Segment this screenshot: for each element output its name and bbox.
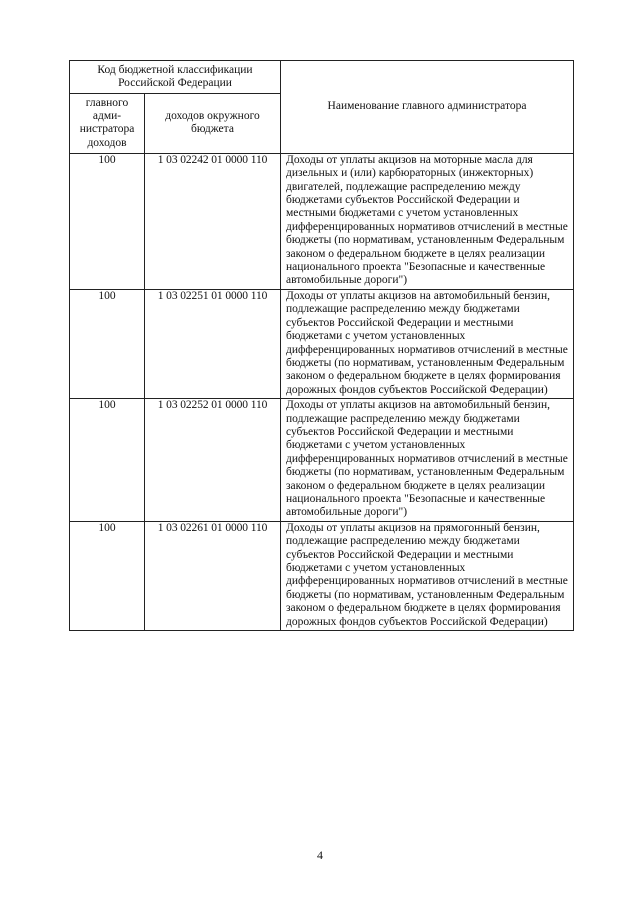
admin-code-cell: 100	[70, 289, 145, 398]
budget-code-cell: 1 03 02252 01 0000 110	[145, 399, 281, 522]
page-number: 4	[317, 848, 323, 862]
revenue-name-cell: Доходы от уплаты акцизов на автомобильный бензин, подлежащие распределению между бюджетами субъектов Российской Федерации и местными бюджетами с учетом установленных дифференцированных нормативов отчислений в местные бюджеты (по нормативам, установленным Федеральным законом о федеральном бюджете в целях формирования дорожных фондов субъектов Российской Федерации)	[281, 289, 574, 398]
revenue-name-cell: Доходы от уплаты акцизов на прямогонный бензин, подлежащие распределению между бюджетами субъектов Российской Федерации и местными бюджетами с учетом установленных дифференцированных нормативов отчислений в местные бюджеты (по нормативам, установленным Федеральным законом о федеральном бюджете в целях формирования дорожных фондов субъектов Российской Федерации)	[281, 521, 574, 630]
table-body	[70, 153, 574, 630]
admin-code-cell: 100	[70, 153, 145, 289]
header-district-budget-revenue: доходов окружного бюджета	[145, 93, 281, 153]
table-row	[70, 153, 574, 289]
admin-code-cell: 100	[70, 399, 145, 522]
budget-classification-table	[69, 60, 574, 631]
table-row	[70, 289, 574, 398]
header-administrator-name: Наименование главного администратора	[281, 61, 574, 154]
budget-code-cell: 1 03 02251 01 0000 110	[145, 289, 281, 398]
table-row	[70, 521, 574, 630]
budget-code-cell: 1 03 02242 01 0000 110	[145, 153, 281, 289]
header-classification-code: Код бюджетной классификации Российской Федерации	[70, 61, 281, 94]
revenue-name-cell: Доходы от уплаты акцизов на моторные масла для дизельных и (или) карбюраторных (инжекторных) двигателей, подлежащие распределению между бюджетами субъектов Российской Федерации и местными бюджетами с учетом установленных дифференцированных нормативов отчислений в местные бюджеты (по нормативам, установленным Федеральным законом о федеральном бюджете в целях реализации национального проекта "Безопасные и качественные автомобильные дороги")	[281, 153, 574, 289]
table-header	[70, 61, 574, 154]
admin-code-cell: 100	[70, 521, 145, 630]
table-row	[70, 399, 574, 522]
revenue-name-cell: Доходы от уплаты акцизов на автомобильный бензин, подлежащие распределению между бюджетами субъектов Российской Федерации и местными бюджетами с учетом установленных дифференцированных нормативов отчислений в местные бюджеты (по нормативам, установленным Федеральным законом о федеральном бюджете в целях реализации национального проекта "Безопасные и качественные автомобильные дороги")	[281, 399, 574, 522]
header-chief-administrator: главного адми-нистратора доходов	[70, 93, 145, 153]
header-row-group	[70, 61, 574, 94]
budget-code-cell: 1 03 02261 01 0000 110	[145, 521, 281, 630]
